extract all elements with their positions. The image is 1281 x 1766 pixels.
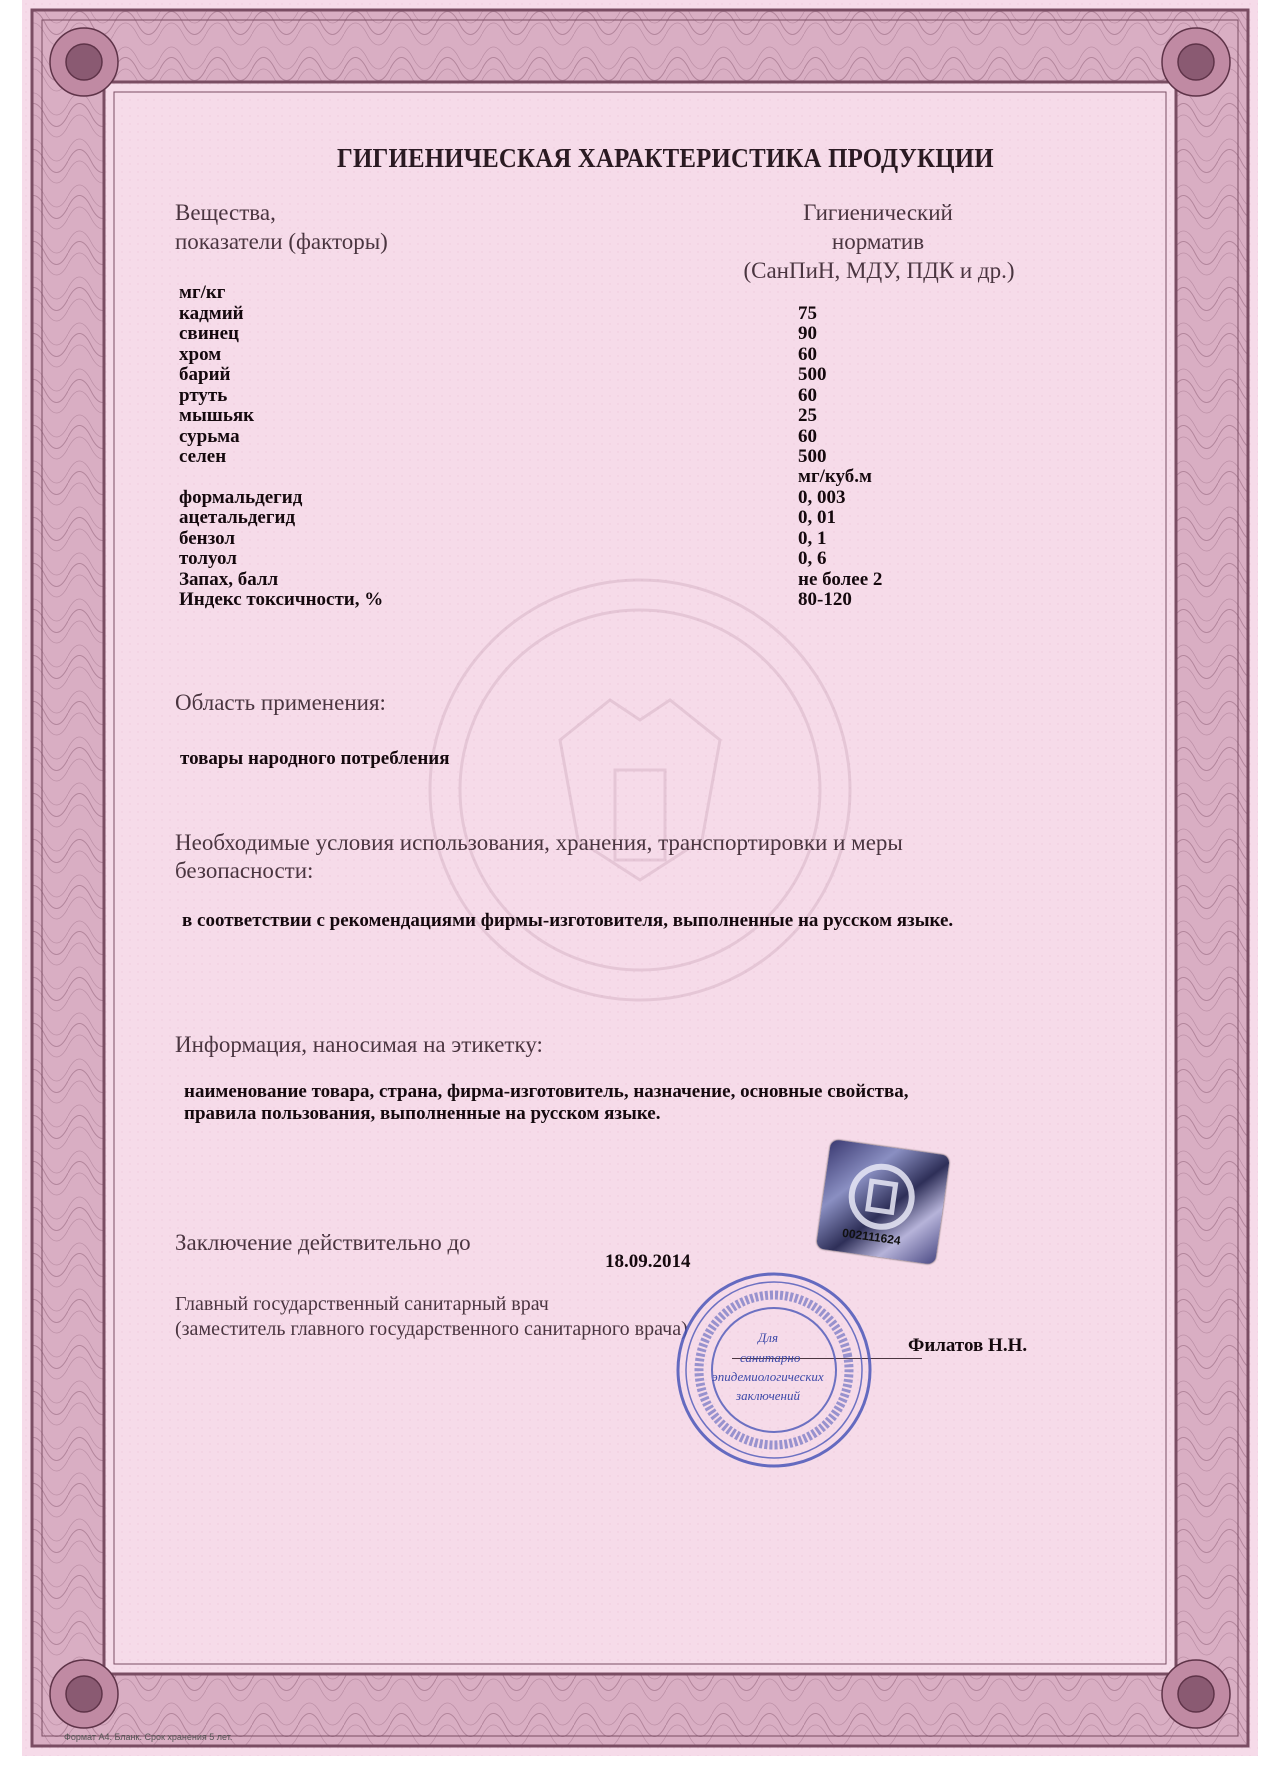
substances-header-line-2: показатели (факторы) (175, 229, 388, 254)
norm-value: 90 (798, 323, 817, 344)
table-row (179, 446, 1059, 468)
conditions-value: в соответствии с рекомендациями фирмы-изготовителя, выполненные на русском языке. (182, 910, 954, 931)
document-title: ГИГИЕНИЧЕСКАЯ ХАРАКТЕРИСТИКА ПРОДУКЦИИ (337, 143, 994, 173)
norm-header-line-3: (СанПиН, МДУ, ПДК и др.) (743, 258, 1015, 283)
norm-header-line-1: Гигиенический (803, 200, 953, 225)
table-row (179, 323, 1059, 345)
signer-title-line-2: (заместитель главного государственного санитарного врача) (175, 1318, 688, 1340)
substance-name: мг/кг (179, 282, 226, 303)
signer-name: Филатов Н.Н. (908, 1335, 1028, 1356)
valid-until-label: Заключение действительно до (175, 1230, 471, 1255)
table-row (179, 589, 1059, 611)
label-info-label: Информация, наносимая на этикетку: (175, 1032, 543, 1057)
unit-label: мг/куб.м (798, 466, 872, 487)
table-row (179, 303, 1059, 325)
table-row (179, 528, 1059, 550)
stamp-line-2: санитарно (740, 1350, 801, 1365)
norm-value: не более 2 (798, 569, 883, 590)
signer-title-line-1: Главный государственный санитарный врач (175, 1293, 549, 1315)
certificate-sheet (22, 0, 1258, 1756)
substances-header-line-1: Вещества, (175, 200, 276, 225)
norm-header-line-2: норматив (831, 229, 925, 254)
substance-name: мышьяк (179, 405, 255, 426)
conditions-label-line-2: безопасности: (175, 858, 314, 883)
label-info-value-line-2: правила пользования, выполненные на русском языке. (184, 1103, 661, 1124)
norm-value: 75 (798, 303, 817, 324)
hologram-sticker (816, 1139, 950, 1265)
table-row (179, 569, 1059, 591)
norm-value: 0, 1 (798, 528, 827, 549)
scope-label: Область применения: (175, 690, 386, 715)
substance-name: Индекс токсичности, % (179, 589, 384, 610)
substance-name: толуол (179, 548, 237, 569)
substance-name: Запах, балл (179, 569, 279, 590)
substance-name: бензол (179, 528, 236, 549)
norm-value: 0, 003 (798, 487, 846, 508)
footer-note: Формат А4. Бланк. Срок хранения 5 лет. (64, 1732, 233, 1742)
label-info-value-line-1: наименование товара, страна, фирма-изготовитель, назначение, основные свойства, (184, 1081, 909, 1102)
substance-name: сурьма (179, 426, 240, 447)
hologram-number: 002111624 (841, 1225, 902, 1248)
substance-name: хром (179, 344, 222, 365)
substance-name: свинец (179, 323, 239, 344)
table-row (179, 426, 1059, 448)
norm-value: 0, 01 (798, 507, 836, 528)
stamp-line-4: заключений (736, 1388, 800, 1403)
substance-name: кадмий (179, 303, 244, 324)
table-row (179, 507, 1059, 529)
table-row (179, 548, 1059, 570)
substance-name: барий (179, 364, 231, 385)
table-row (179, 364, 1059, 386)
conditions-label-line-1: Необходимые условия использования, хранения, транспортировки и меры (175, 830, 903, 855)
substance-name: ртуть (179, 385, 228, 406)
table-row (179, 282, 1059, 304)
norm-value: 60 (798, 344, 817, 365)
norm-value: 80-120 (798, 589, 852, 610)
substance-name: формальдегид (179, 487, 303, 508)
table-row (179, 385, 1059, 407)
norm-value: 0, 6 (798, 548, 827, 569)
scope-value: товары народного потребления (180, 748, 450, 769)
stamp-line-3: эпидемиологических (712, 1369, 824, 1384)
norm-value: 60 (798, 426, 817, 447)
norm-value: 500 (798, 446, 827, 467)
official-stamp (674, 1270, 874, 1470)
table-row (179, 405, 1059, 427)
hologram-emblem-icon (816, 1139, 950, 1265)
stamp-line-1: Для (758, 1330, 778, 1345)
table-row (179, 344, 1059, 366)
norm-value: 500 (798, 364, 827, 385)
norm-value: 60 (798, 385, 817, 406)
table-row (179, 466, 1059, 488)
valid-until-date: 18.09.2014 (605, 1251, 691, 1272)
norm-value: 25 (798, 405, 817, 426)
substance-name: ацетальдегид (179, 507, 296, 528)
substance-name: селен (179, 446, 227, 467)
table-row (179, 487, 1059, 509)
